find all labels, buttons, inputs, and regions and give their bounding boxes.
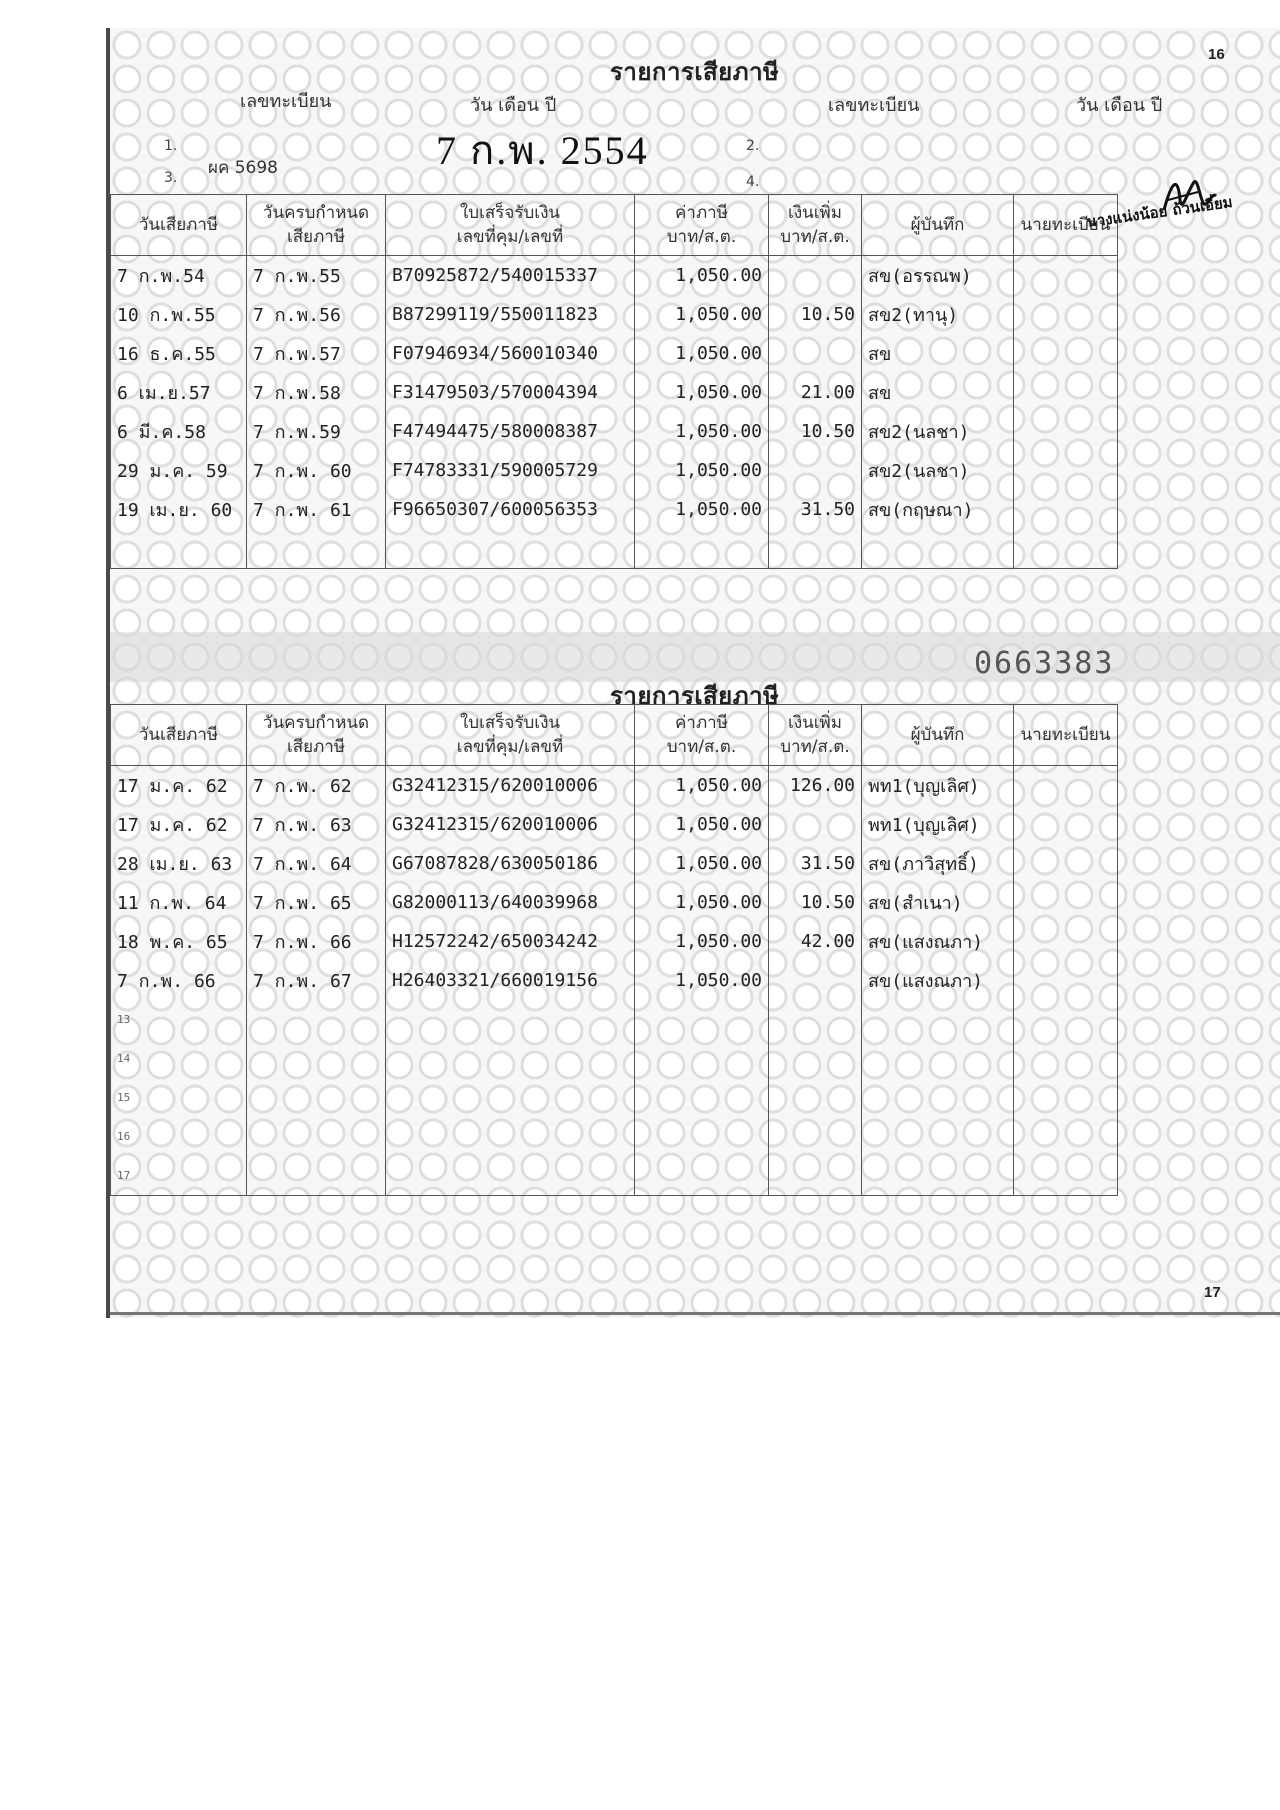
cell-tax-amount xyxy=(635,1078,769,1117)
tax-record-page xyxy=(106,28,1280,1318)
table-row xyxy=(111,256,1118,296)
cell-receipt: H12572242/650034242 xyxy=(386,922,635,961)
cell-receipt: F96650307/600056353 xyxy=(386,490,635,529)
cell-receipt: G67087828/630050186 xyxy=(386,844,635,883)
cell-tax-date: 7 ก.พ.54 xyxy=(111,256,247,296)
col-tax-amount: ค่าภาษี บาท/ส.ต. xyxy=(635,195,769,256)
cell-registrar xyxy=(1014,1000,1118,1039)
cell-registrar xyxy=(1014,1039,1118,1078)
cell-recorder: สข(แสงณภา) xyxy=(862,961,1014,1000)
cell-recorder xyxy=(862,1000,1014,1039)
page-number-bottom: 17 xyxy=(1204,1284,1221,1301)
table-row xyxy=(111,529,1118,569)
cell-recorder: พท1(บุญเลิศ) xyxy=(862,766,1014,806)
cell-receipt: B87299119/550011823 xyxy=(386,295,635,334)
cell-tax-date: 17 ม.ค. 62 xyxy=(111,766,247,806)
cell-registrar xyxy=(1014,766,1118,806)
cell-registrar xyxy=(1014,373,1118,412)
cell-tax-date: 6 มี.ค.58 xyxy=(111,412,247,451)
handwritten-date: 7 ก.พ. 2554 xyxy=(436,128,649,173)
cell-tax-amount: 1,050.00 xyxy=(635,766,769,806)
cell-due-date: 7 ก.พ. 60 xyxy=(247,451,386,490)
cell-recorder: สข(อรรณพ) xyxy=(862,256,1014,296)
cell-tax-amount: 1,050.00 xyxy=(635,805,769,844)
cell-tax-date: 7 ก.พ. 66 xyxy=(111,961,247,1000)
cell-tax-amount: 1,050.00 xyxy=(635,295,769,334)
cell-tax-amount: 1,050.00 xyxy=(635,256,769,296)
section-title-bottom: รายการเสียภาษี xyxy=(610,683,780,710)
cell-recorder: สข(กฤษณา) xyxy=(862,490,1014,529)
cell-registrar xyxy=(1014,412,1118,451)
cell-extra-amount: 42.00 xyxy=(769,922,862,961)
cell-tax-amount xyxy=(635,1039,769,1078)
cell-recorder xyxy=(862,1156,1014,1196)
cell-registrar xyxy=(1014,451,1118,490)
cell-tax-date: 16 ธ.ค.55 xyxy=(111,334,247,373)
table-row xyxy=(111,1156,1118,1196)
cell-extra-amount xyxy=(769,1039,862,1078)
table-row xyxy=(111,883,1118,922)
cell-tax-amount: 1,050.00 xyxy=(635,922,769,961)
stamp-number: 0663383 xyxy=(974,646,1115,681)
cell-extra-amount xyxy=(769,1156,862,1196)
cell-tax-date: 16 xyxy=(111,1117,247,1156)
table-row xyxy=(111,412,1118,451)
cell-recorder: สข2(ทานุ) xyxy=(862,295,1014,334)
col-extra-amount: เงินเพิ่ม บาท/ส.ต. xyxy=(769,195,862,256)
registrar-signature-name: นางแน่งน้อย ถ้วนเอี่ยม xyxy=(1085,192,1234,232)
cell-due-date xyxy=(247,1117,386,1156)
cell-receipt: G82000113/640039968 xyxy=(386,883,635,922)
cell-registrar xyxy=(1014,256,1118,296)
col-tax-amount: ค่าภาษี บาท/ส.ต. xyxy=(635,705,769,766)
cell-due-date xyxy=(247,1000,386,1039)
table-row xyxy=(111,451,1118,490)
table-row xyxy=(111,766,1118,806)
col-registrar: นายทะเบียน xyxy=(1014,195,1118,256)
cell-due-date xyxy=(247,1078,386,1117)
cell-tax-date: 15 xyxy=(111,1078,247,1117)
row-number-2: 2. xyxy=(746,138,760,154)
cell-receipt: B70925872/540015337 xyxy=(386,256,635,296)
table-row xyxy=(111,922,1118,961)
cell-tax-date: 19 เม.ย. 60 xyxy=(111,490,247,529)
cell-extra-amount xyxy=(769,451,862,490)
cell-due-date: 7 ก.พ. 65 xyxy=(247,883,386,922)
cell-extra-amount: 21.00 xyxy=(769,373,862,412)
cell-tax-amount xyxy=(635,1156,769,1196)
cell-tax-date: 13 xyxy=(111,1000,247,1039)
cell-extra-amount: 10.50 xyxy=(769,412,862,451)
reg-label-left: เลขทะเบียน xyxy=(240,91,332,112)
col-registrar: นายทะเบียน xyxy=(1014,705,1118,766)
page-number-top: 16 xyxy=(1208,46,1225,63)
cell-due-date: 7 ก.พ. 66 xyxy=(247,922,386,961)
cell-registrar xyxy=(1014,844,1118,883)
cell-receipt xyxy=(386,1078,635,1117)
cell-tax-date xyxy=(111,529,247,569)
cell-recorder: สข2(นลชา) xyxy=(862,412,1014,451)
cell-recorder: สข xyxy=(862,373,1014,412)
cell-due-date: 7 ก.พ.57 xyxy=(247,334,386,373)
cell-tax-date: 18 พ.ค. 65 xyxy=(111,922,247,961)
cell-tax-date: 29 ม.ค. 59 xyxy=(111,451,247,490)
cell-extra-amount: 31.50 xyxy=(769,844,862,883)
cell-recorder: สข(สำเนา) xyxy=(862,883,1014,922)
page-bottom-line xyxy=(110,1312,1280,1315)
cell-tax-amount: 1,050.00 xyxy=(635,961,769,1000)
table-row xyxy=(111,1078,1118,1117)
cell-due-date: 7 ก.พ. 64 xyxy=(247,844,386,883)
cell-registrar xyxy=(1014,334,1118,373)
cell-registrar xyxy=(1014,1117,1118,1156)
cell-receipt: F47494475/580008387 xyxy=(386,412,635,451)
table-row xyxy=(111,490,1118,529)
cell-receipt: G32412315/620010006 xyxy=(386,766,635,806)
cell-due-date: 7 ก.พ. 61 xyxy=(247,490,386,529)
cell-tax-amount: 1,050.00 xyxy=(635,490,769,529)
cell-tax-date: 17 ม.ค. 62 xyxy=(111,805,247,844)
cell-extra-amount: 31.50 xyxy=(769,490,862,529)
date-label-left: วัน เดือน ปี xyxy=(470,95,557,116)
cell-registrar xyxy=(1014,922,1118,961)
cell-tax-date: 17 xyxy=(111,1156,247,1196)
cell-receipt xyxy=(386,1039,635,1078)
cell-tax-date: 28 เม.ย. 63 xyxy=(111,844,247,883)
cell-tax-amount: 1,050.00 xyxy=(635,412,769,451)
cell-due-date: 7 ก.พ.59 xyxy=(247,412,386,451)
col-receipt: ใบเสร็จรับเงิน เลขที่คุม/เลขที่ xyxy=(386,195,635,256)
cell-registrar xyxy=(1014,805,1118,844)
cell-receipt xyxy=(386,1000,635,1039)
row-number-4: 4. xyxy=(746,174,760,190)
cell-registrar xyxy=(1014,295,1118,334)
cell-tax-amount xyxy=(635,1117,769,1156)
cell-extra-amount xyxy=(769,961,862,1000)
cell-due-date: 7 ก.พ.55 xyxy=(247,256,386,296)
cell-extra-amount xyxy=(769,529,862,569)
cell-extra-amount: 10.50 xyxy=(769,295,862,334)
cell-recorder: สข xyxy=(862,334,1014,373)
cell-due-date: 7 ก.พ. 63 xyxy=(247,805,386,844)
cell-tax-amount: 1,050.00 xyxy=(635,373,769,412)
cell-tax-amount: 1,050.00 xyxy=(635,883,769,922)
cell-registrar xyxy=(1014,883,1118,922)
date-label-right: วัน เดือน ปี xyxy=(1076,95,1163,116)
cell-tax-amount: 1,050.00 xyxy=(635,334,769,373)
row-number-3: 3. xyxy=(164,170,178,186)
cell-receipt: H26403321/660019156 xyxy=(386,961,635,1000)
table-row xyxy=(111,1000,1118,1039)
cell-due-date: 7 ก.พ.56 xyxy=(247,295,386,334)
cell-registrar xyxy=(1014,961,1118,1000)
cell-registrar xyxy=(1014,490,1118,529)
tax-table-top xyxy=(110,194,1118,569)
cell-receipt: G32412315/620010006 xyxy=(386,805,635,844)
cell-recorder: สข(ภาวิสุทธิ์) xyxy=(862,844,1014,883)
table-row xyxy=(111,805,1118,844)
cell-due-date xyxy=(247,1156,386,1196)
table-header-row xyxy=(111,195,1118,256)
cell-receipt xyxy=(386,529,635,569)
row-number-1: 1. xyxy=(164,138,178,154)
cell-recorder: สข2(นลชา) xyxy=(862,451,1014,490)
cell-extra-amount xyxy=(769,1078,862,1117)
cell-registrar xyxy=(1014,529,1118,569)
cell-extra-amount xyxy=(769,805,862,844)
cell-registrar xyxy=(1014,1078,1118,1117)
cell-recorder: พท1(บุญเลิศ) xyxy=(862,805,1014,844)
col-tax-date: วันเสียภาษี xyxy=(111,705,247,766)
cell-tax-date: 10 ก.พ.55 xyxy=(111,295,247,334)
col-extra-amount: เงินเพิ่ม บาท/ส.ต. xyxy=(769,705,862,766)
cell-due-date xyxy=(247,1039,386,1078)
cell-extra-amount: 126.00 xyxy=(769,766,862,806)
table-row xyxy=(111,373,1118,412)
table-row xyxy=(111,1039,1118,1078)
cell-extra-amount xyxy=(769,334,862,373)
cell-due-date: 7 ก.พ. 62 xyxy=(247,766,386,806)
col-recorder: ผู้บันทึก xyxy=(862,195,1014,256)
cell-receipt: F74783331/590005729 xyxy=(386,451,635,490)
col-recorder: ผู้บันทึก xyxy=(862,705,1014,766)
registration-plate: ผค 5698 xyxy=(208,158,279,178)
cell-receipt xyxy=(386,1117,635,1156)
table-row xyxy=(111,295,1118,334)
cell-tax-date: 14 xyxy=(111,1039,247,1078)
reg-label-right: เลขทะเบียน xyxy=(828,95,920,116)
table-row xyxy=(111,844,1118,883)
cell-extra-amount xyxy=(769,1117,862,1156)
cell-receipt: F31479503/570004394 xyxy=(386,373,635,412)
cell-tax-date: 6 เม.ย.57 xyxy=(111,373,247,412)
cell-extra-amount: 10.50 xyxy=(769,883,862,922)
cell-extra-amount xyxy=(769,1000,862,1039)
cell-due-date: 7 ก.พ.58 xyxy=(247,373,386,412)
cell-tax-amount xyxy=(635,529,769,569)
cell-recorder xyxy=(862,1117,1014,1156)
cell-receipt xyxy=(386,1156,635,1196)
col-due-date: วันครบกำหนด เสียภาษี xyxy=(247,705,386,766)
cell-receipt: F07946934/560010340 xyxy=(386,334,635,373)
cell-tax-amount: 1,050.00 xyxy=(635,451,769,490)
table-row xyxy=(111,1117,1118,1156)
col-tax-date: วันเสียภาษี xyxy=(111,195,247,256)
cell-tax-amount xyxy=(635,1000,769,1039)
table-header-row xyxy=(111,705,1118,766)
cell-recorder: สข(แสงณภา) xyxy=(862,922,1014,961)
cell-registrar xyxy=(1014,1156,1118,1196)
cell-recorder xyxy=(862,1078,1014,1117)
table-row xyxy=(111,961,1118,1000)
cell-due-date xyxy=(247,529,386,569)
cell-recorder xyxy=(862,1039,1014,1078)
col-due-date: วันครบกำหนด เสียภาษี xyxy=(247,195,386,256)
cell-tax-amount: 1,050.00 xyxy=(635,844,769,883)
cell-extra-amount xyxy=(769,256,862,296)
cell-due-date: 7 ก.พ. 67 xyxy=(247,961,386,1000)
col-receipt: ใบเสร็จรับเงิน เลขที่คุม/เลขที่ xyxy=(386,705,635,766)
cell-recorder xyxy=(862,529,1014,569)
section-title-top: รายการเสียภาษี xyxy=(610,59,780,86)
cell-tax-date: 11 ก.พ. 64 xyxy=(111,883,247,922)
table-row xyxy=(111,334,1118,373)
tax-table-bottom xyxy=(110,704,1118,1196)
